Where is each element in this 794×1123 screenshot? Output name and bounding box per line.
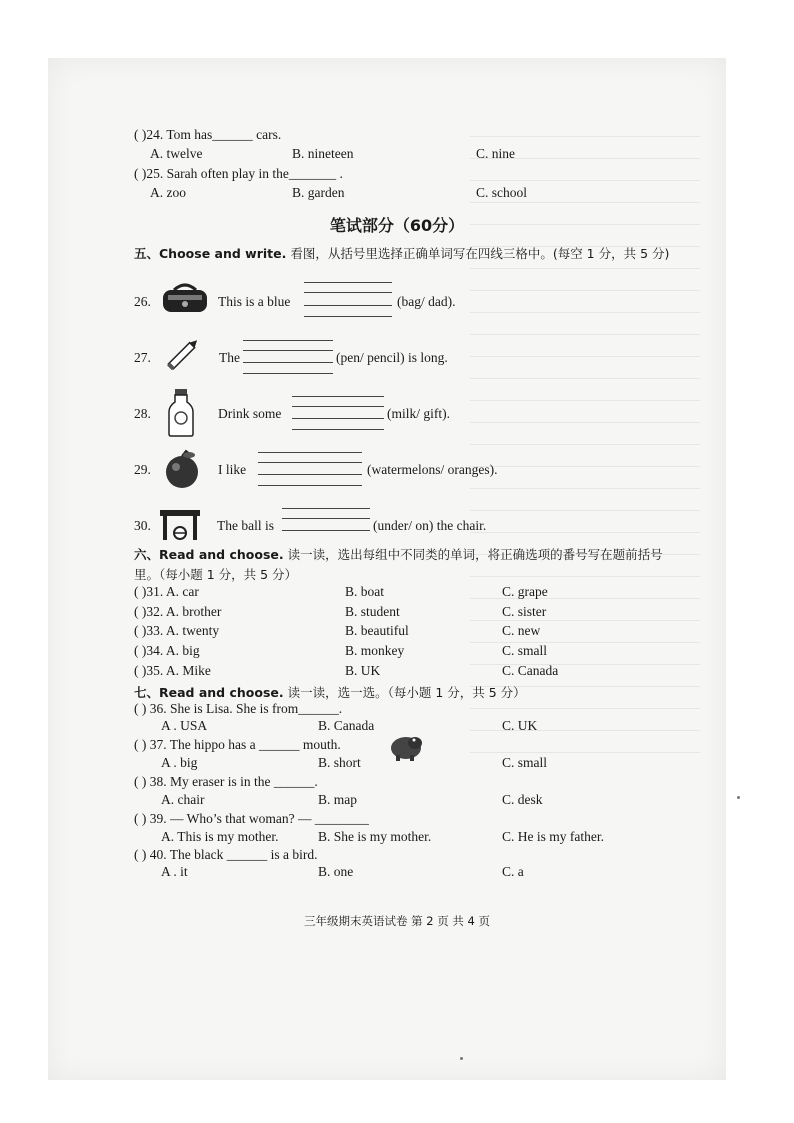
q38-option-a: A. chair <box>161 792 205 807</box>
scan-speck <box>460 1057 463 1060</box>
q40-option-b: B. one <box>318 864 354 879</box>
q26-writing-lines <box>304 282 392 283</box>
q25-option-b: B. garden <box>292 185 345 200</box>
q29-text: I like <box>218 462 247 477</box>
q29-writing-line-2 <box>258 462 362 463</box>
q39-stem: ( ) 39. — Who’s that woman? — ________ <box>134 811 369 826</box>
q35-option-b: B. UK <box>345 663 381 678</box>
q24-option-a: A. twelve <box>150 146 203 161</box>
q25-option-a: A. zoo <box>150 185 186 200</box>
q35-option-c: C. Canada <box>502 663 559 678</box>
bag-icon <box>160 282 210 316</box>
q27-writing-line-1 <box>243 340 333 341</box>
section-6-heading-line2 <box>134 565 297 583</box>
q29-writing-line-4 <box>258 485 362 486</box>
section-6-heading <box>134 545 663 563</box>
q27-writing-line-4 <box>243 373 333 374</box>
q30-writing-line-3 <box>282 530 370 531</box>
q31-option-b: B. boat <box>345 584 384 599</box>
q30-number: 30. <box>134 518 151 533</box>
section-6-instructions-2: 里。（每小题 1 分，共 5 分） <box>134 567 298 582</box>
q32-option-b: B. student <box>345 604 400 619</box>
q32-option-c: C. sister <box>502 604 547 619</box>
q37-option-c: C. small <box>502 755 548 770</box>
q40-stem: ( ) 40. The black ______ is a bird. <box>134 847 318 862</box>
q34-option-c: C. small <box>502 643 548 658</box>
q26-choice: (bag/ dad). <box>397 294 456 309</box>
q35-stem: ( )35. A. Mike <box>134 663 211 678</box>
q25-option-c: C. school <box>476 185 528 200</box>
q26-writing-line-4 <box>304 316 392 317</box>
scan-speck-2 <box>737 796 740 799</box>
orange-icon <box>162 449 204 491</box>
q28-writing-line-1 <box>292 396 384 397</box>
q38-option-b: B. map <box>318 792 357 807</box>
section-5-instructions: 看图，从括号里选择正确单词写在四线三格中。(每空 1 分，共 5 分) <box>286 246 670 261</box>
section-6-instructions: 读一读，选出每组中不同类的单词，将正确选项的番号写在题前括号 <box>283 547 663 562</box>
q27-writing-line-2 <box>243 350 333 351</box>
q31-stem: ( )31. A. car <box>134 584 199 599</box>
q24-stem: ( )24. Tom has______ cars. <box>134 127 282 142</box>
q37-option-b: B. short <box>318 755 361 770</box>
q38-option-c: C. desk <box>502 792 543 807</box>
q28-number: 28. <box>134 406 151 421</box>
q28-writing-line-2 <box>292 406 384 407</box>
q34-option-b: B. monkey <box>345 643 405 658</box>
q37-option-a: A . big <box>161 755 198 770</box>
q33-stem: ( )33. A. twenty <box>134 623 220 638</box>
q28-writing-line-3 <box>292 418 384 419</box>
q30-writing-line-1 <box>282 508 370 509</box>
q39-option-a: A. This is my mother. <box>161 829 279 844</box>
q27-text: The <box>219 350 240 365</box>
section-5-heading <box>134 244 669 262</box>
page-footer: 三年级期末英语试卷 第 2 页 共 4 页 <box>303 914 491 928</box>
q31-option-c: C. grape <box>502 584 548 599</box>
section-7-instructions: 读一读，选一选。（每小题 1 分，共 5 分） <box>283 685 526 700</box>
q30-text: The ball is <box>217 518 274 533</box>
q27-choice: (pen/ pencil) is long. <box>336 350 448 365</box>
q30-writing-line-2 <box>282 518 370 519</box>
q40-option-c: C. a <box>502 864 524 879</box>
q36-option-c: C. UK <box>502 718 538 733</box>
q39-option-b: B. She is my mother. <box>318 829 432 844</box>
q26-text: This is a blue <box>218 294 291 309</box>
q36-option-b: B. Canada <box>318 718 375 733</box>
section-7-heading <box>134 683 526 701</box>
q29-choice: (watermelons/ oranges). <box>367 462 498 477</box>
q36-stem: ( ) 36. She is Lisa. She is from______. <box>134 701 343 716</box>
section-6-label: 六、Read and choose. <box>134 547 284 562</box>
section-7-label: 七、Read and choose. <box>134 685 284 700</box>
chair-ball-icon <box>156 504 204 542</box>
section-5-label: 五、Choose and write. <box>134 246 287 261</box>
q37-stem: ( ) 37. The hippo has a ______ mouth. <box>134 737 341 752</box>
q28-choice: (milk/ gift). <box>387 406 450 421</box>
q29-writing-line-3 <box>258 474 362 475</box>
q27-number: 27. <box>134 350 151 365</box>
milk-bottle-icon <box>166 388 196 438</box>
q29-number: 29. <box>134 462 151 477</box>
q32-stem: ( )32. A. brother <box>134 604 222 619</box>
q36-option-a: A . USA <box>161 718 208 733</box>
q38-stem: ( ) 38. My eraser is in the ______. <box>134 774 318 789</box>
q26-number: 26. <box>134 294 151 309</box>
q28-text: Drink some <box>218 406 282 421</box>
q25-stem: ( )25. Sarah often play in the_______ . <box>134 166 343 181</box>
q24-option-b: B. nineteen <box>292 146 354 161</box>
pencil-icon <box>164 334 204 374</box>
q28-writing-line-4 <box>292 429 384 430</box>
q24-option-c: C. nine <box>476 146 515 161</box>
q27-writing-line-3 <box>243 362 333 363</box>
written-part-title: 笔试部分（60分） <box>329 216 465 235</box>
q26-writing-line-3 <box>304 305 392 306</box>
q34-stem: ( )34. A. big <box>134 643 200 658</box>
q30-choice: (under/ on) the chair. <box>373 518 487 533</box>
q33-option-c: C. new <box>502 623 541 638</box>
q33-option-b: B. beautiful <box>345 623 409 638</box>
hippo-icon <box>388 730 424 762</box>
q26-writing-line-2 <box>304 292 392 293</box>
q40-option-a: A . it <box>161 864 188 879</box>
q39-option-c: C. He is my father. <box>502 829 604 844</box>
q29-writing-line-1 <box>258 452 362 453</box>
